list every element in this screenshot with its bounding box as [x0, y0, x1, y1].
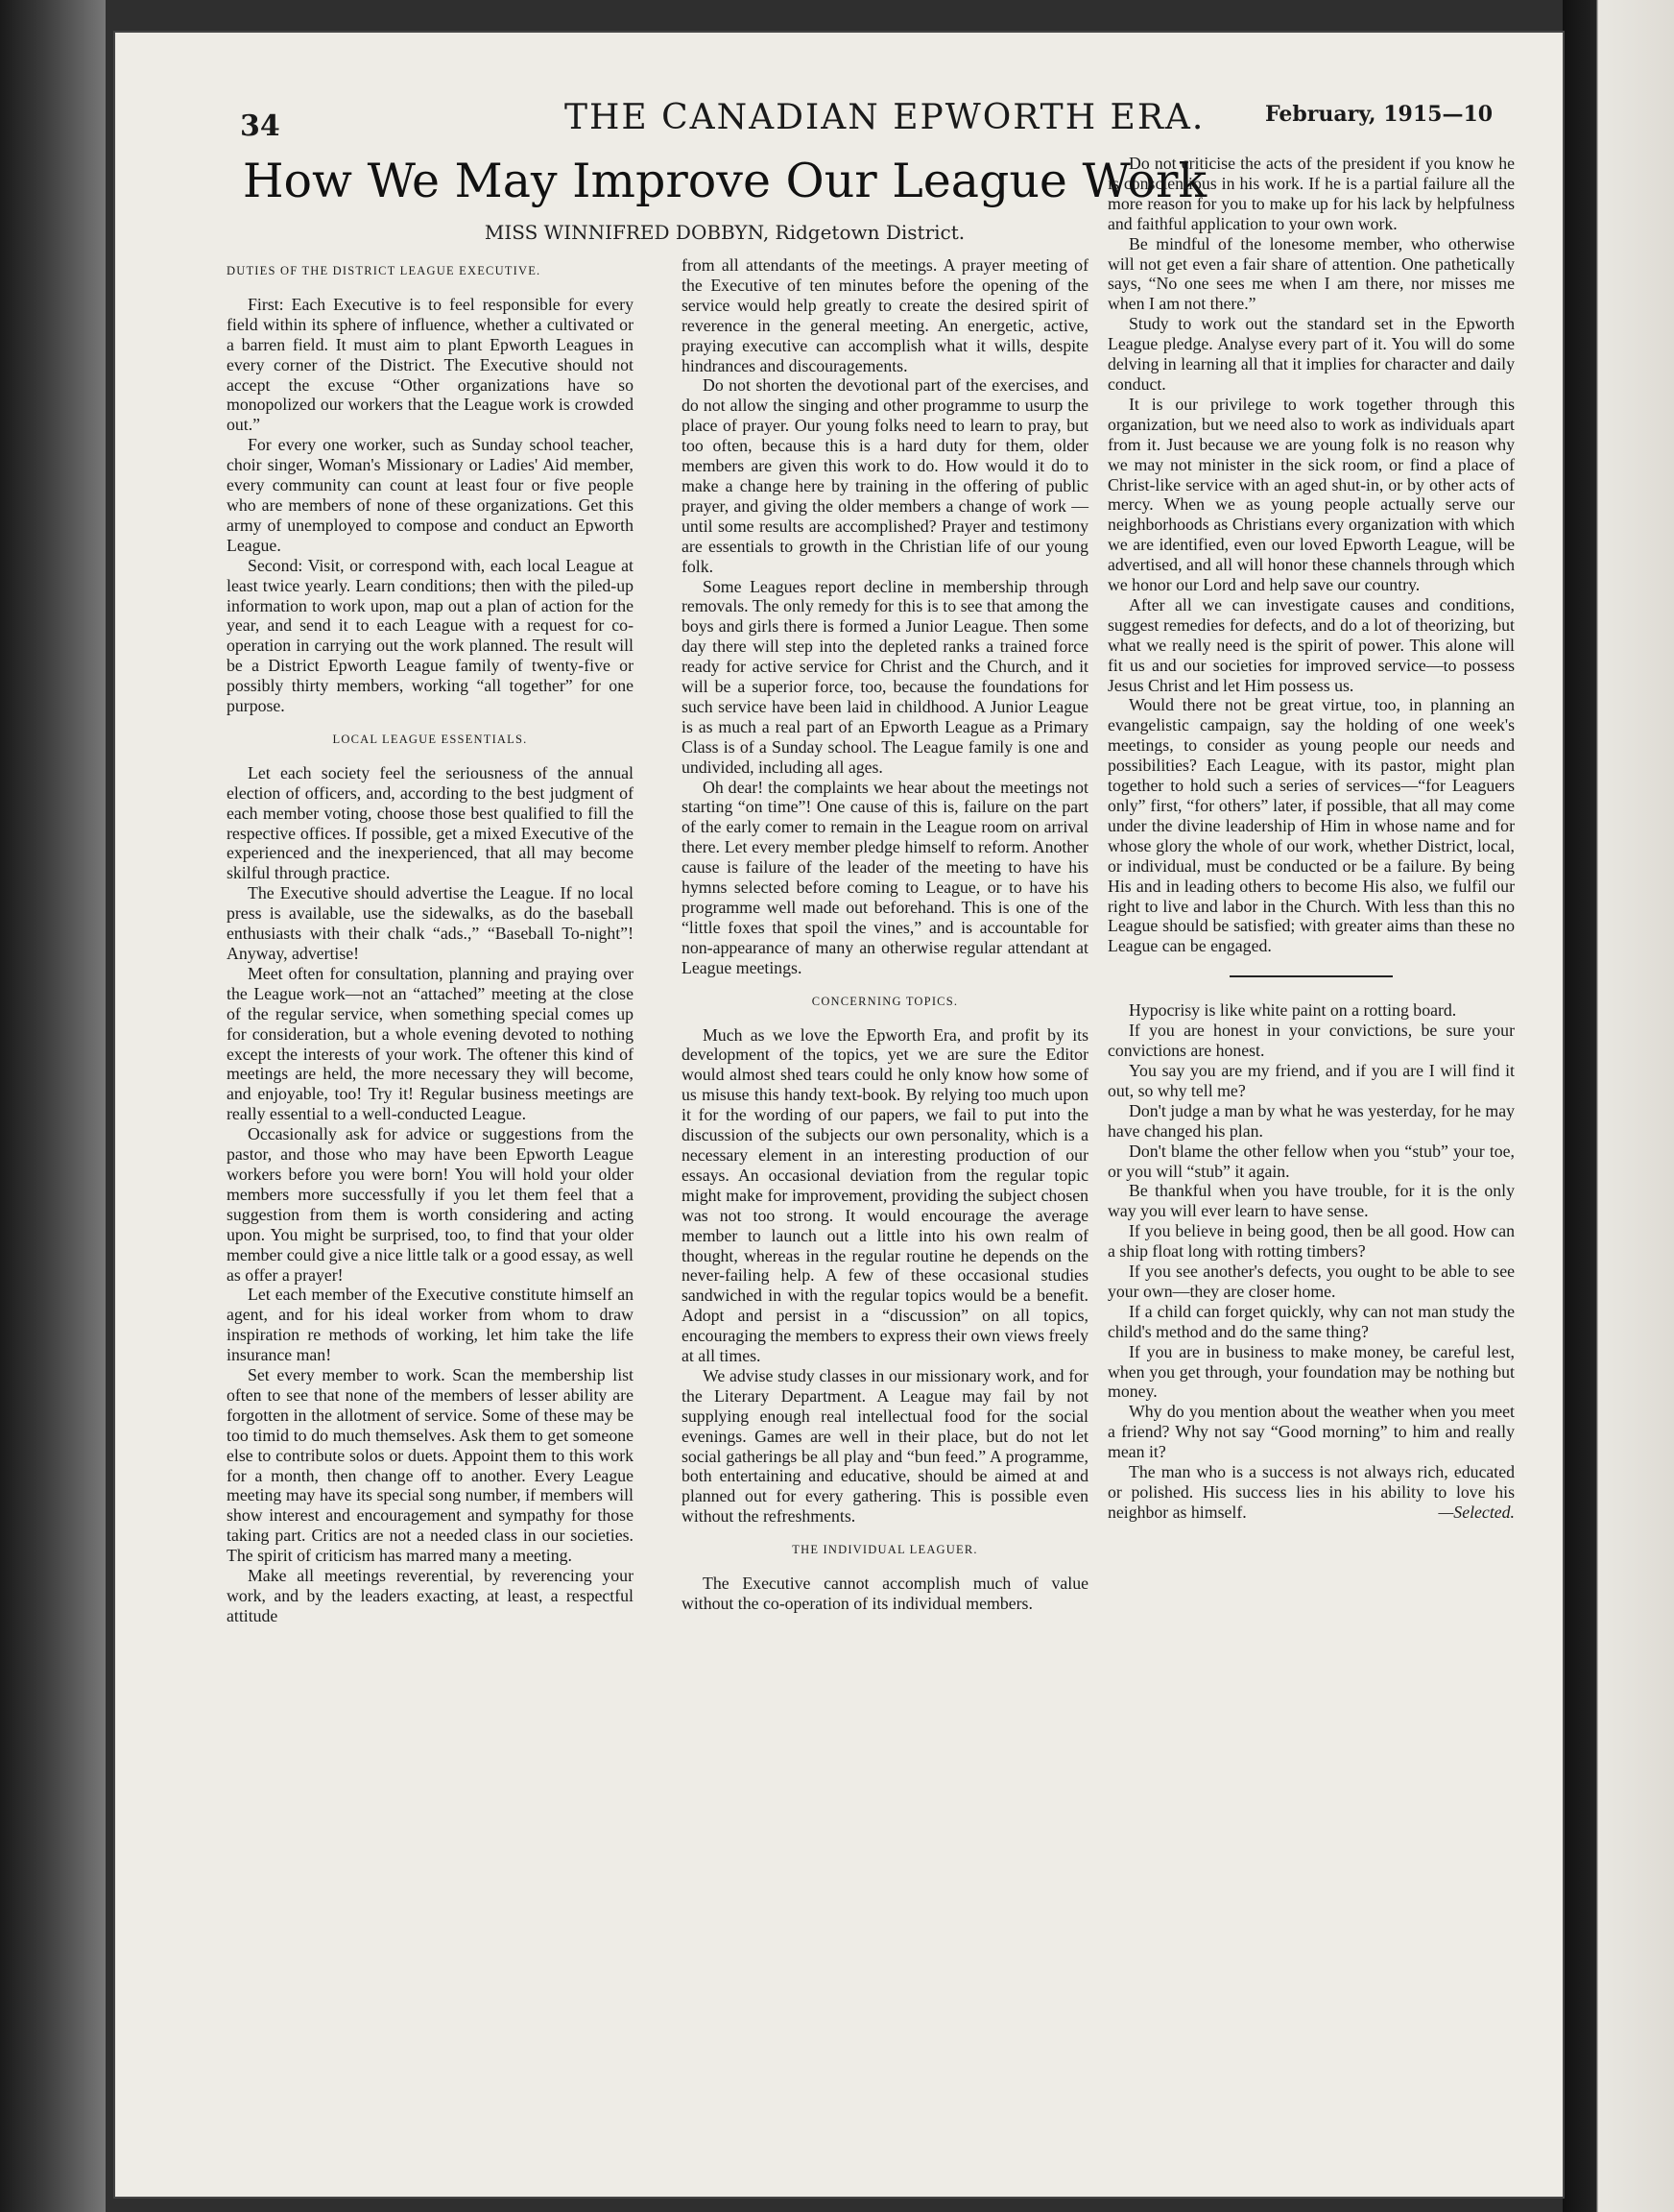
running-header [152, 60, 1526, 143]
text-column-1 [227, 261, 634, 1626]
saying: Don't judge a man by what he was yesterday, for he may have changed his plan. [1108, 1100, 1516, 1141]
paragraph: Do not criticise the acts of the president if you know he is conscientious in his work. If he is a partial failure all the more reason for you to make up for his lack by helpfulness and faithful application to your own work. [1108, 154, 1515, 233]
paragraph: We advise study classes in our missionary work, and for the Literary Department. A League may fail by not supplying enough real intellectual food for the social evenings. Games are well in their place, but do not let social gatherings be all play and “bun feed.” A programme, both entertaining and educative, should be aimed at and planned out for every gathering. This is possible even without the refreshments. [682, 1365, 1088, 1527]
paragraph: Oh dear! the complaints we hear about the meetings not starting “on time”! One cause of this is, failure on the part of the early comer to remain in the League room on arrival there. Let every member pledge himself to reform. Another cause is failure of the leader of the meeting to have his hymns selected before coming to League, or to have his programme well made out beforehand. This is one of the “little foxes that spoil the vines,” and is accountable for non-appearance of many an otherwise regular attendant at League meetings. [682, 777, 1088, 977]
saying: Hypocrisy is like white paint on a rotting board. [1129, 1000, 1457, 1021]
saying: Why do you mention about the weather when you meet a friend? Why not say “Good morning” to him and really mean it? [1108, 1402, 1515, 1462]
paragraph: Some Leagues report decline in membership through removals. The only remedy for this is to see that among the boys and girls there is formed a Junior League. Then some day there will step into the depleted ranks a trained force ready for active service for Christ and the Church, and it will be a superior force, too, because the foundations for such service have been laid in childhood. A Junior League is as much a real part of an Epworth League as a Primary Class is of a Sunday school. The League family is one and undivided, including all ages. [682, 576, 1088, 777]
paragraph: Be mindful of the lonesome member, who otherwise will not get even a fair share of attention. One pathetically says, “No one sees me when I am there, nor misses me when I am not there.” [1108, 233, 1515, 314]
scan-book-edge-right [1563, 0, 1674, 2212]
paragraph: Let each member of the Executive constitute himself an agent, and for his ideal worker from whom to draw inspiration re methods of working, let him take the life insurance man! [227, 1285, 634, 1365]
paragraph: from all attendants of the meetings. A prayer meeting of the Executive of ten minutes before the opening of the service would help greatly to create the desired spirit of reverence in the general meeting. An energetic, active, praying executive can accomplish what it wills, despite hindrances and discouragements. [682, 255, 1088, 375]
saying: If you are honest in your convictions, be sure your convictions are honest. [1108, 1021, 1515, 1061]
saying: If you are in business to make money, be careful lest, when you get through, your foundation may be nothing but money. [1108, 1341, 1515, 1402]
paragraph: Let each society feel the seriousness of the annual election of officers, and, according to the best judgment of each member voting, choose those best qualified to fill the respective offices. If possible, get a mixed Executive of the experienced and the inexperienced, that all may become skilful through practice. [227, 762, 634, 883]
article-byline: MISS WINNIFRED DOBBYN, Ridgetown District. [484, 221, 966, 244]
saying: If a child can forget quickly, why can not man study the child's method and do the same thing? [1108, 1301, 1515, 1341]
paragraph: After all we can investigate causes and conditions, suggest remedies for defects, and do a lot of theorizing, but what we really need is the spirit of power. This alone will fit us and our societies for improved service—to possess Jesus Christ and let Him possess us. [1108, 594, 1515, 695]
saying [1108, 1462, 1515, 1523]
paragraph: Meet often for consultation, planning and praying over the League work—not an “attached” meeting at the close of the regular service, when something special comes up for consideration, but a whole evening devoted to nothing except the interests of your work. The oftener this kind of meetings are held, the more necessary they will become, and enjoyable, too! Try it! Regular business meetings are really essential to a well-conducted League. [227, 963, 634, 1124]
saying: If you believe in being good, then be all good. How can a ship float long with rotting timbers? [1108, 1221, 1515, 1262]
page-content [152, 60, 1526, 2172]
saying: You say you are my friend, and if you are I will find it out, so why tell me? [1108, 1060, 1515, 1100]
text-column-3 [1108, 154, 1515, 1523]
paragraph: Do not shorten the devotional part of the exercises, and do not allow the singing and other programme to usurp the place of prayer. Our young folks need to learn to pray, but too often, because this is a hard duty for them, older members are given this work to do. How would it do to make a change here by training in the offering of public prayer, and giving the older members a change of work —until some results are accomplished? Prayer and testimony are essentials to growth in the Christian life of our young folk. [682, 375, 1088, 576]
section-heading: THE INDIVIDUAL LEAGUER. [792, 1543, 978, 1557]
signature: —Selected. [1438, 1502, 1515, 1522]
paragraph: For every one worker, such as Sunday school teacher, choir singer, Woman's Missionary or Ladies' Aid member, every community can count at least four or five people who are members of none of these organizations. Get this army of unemployed to compose and conduct an Epworth League. [227, 435, 634, 555]
journal-title: THE CANADIAN EPWORTH ERA. [564, 98, 1206, 137]
paragraph: The Executive should advertise the League. If no local press is available, use the sidewalks, as do the baseball enthusiasts with their chalk “ads.,” “Baseball To-night”! Anyway, advertise! [227, 883, 634, 963]
paragraph: Much as we love the Epworth Era, and profit by its development of the topics, yet we are sure the Editor would almost shed tears could he only know how some of us misuse this handy text-book. By relying too much upon it for the wording of our papers, we fail to put into the discussion of the subjects our own personality, which is a necessary element in an interesting production of our essays. An occasional deviation from the regular topic might make for improvement, providing the subject chosen was not too strong. It would encourage the average member to launch out a little into his own realm of thought, whereas in the regular routine he depends on the never-failing help. A few of these occasional studies sandwiched in with the regular topics would be a benefit. Adopt and persist in a “discussion” on all topics, encouraging the members to express their own views freely at all times. [682, 1024, 1088, 1366]
paragraph: Make all meetings reverential, by reverencing your work, and by the leaders exacting, at least, a respectful attitude [227, 1566, 634, 1625]
saying: If you see another's defects, you ought to be able to see your own—they are closer home. [1108, 1262, 1515, 1301]
magazine-page [113, 31, 1565, 2199]
paragraph: It is our privilege to work together through this organization, but we need also to work as individuals apart from it. Just because we are young folk is no reason why we may not minister in the sick room, or find a place of Christ-like service with an aged shut-in, or by other acts of mercy. When we as young people actually serve our neighborhoods as Christians every organization with which we are identified, even our loved Epworth League, will be advertised, and all will honor these channels through which we honor our Lord and help save our country. [1108, 394, 1515, 595]
scan-book-edge-left [0, 0, 106, 2212]
page-number: 34 [240, 109, 280, 143]
paragraph: First: Each Executive is to feel responsible for every field within its sphere of influence, whether a cultivated or a barren field. It must aim to plant Epworth Leagues in every corner of the District. The Executive should not accept the excuse “Other organizations have so monopolized our workers that the League work is crowded out.” [227, 294, 634, 435]
section-heading: LOCAL LEAGUE ESSENTIALS. [332, 732, 528, 746]
saying: Don't blame the other fellow when you “stub” your toe, or you will “stub” it again. [1108, 1141, 1515, 1181]
issue-date: February, 1915—10 [1265, 102, 1494, 127]
saying-text: The man who is a success is not always rich, educated or polished. His success lies in his ability to love his neighbor as himself. [1108, 1462, 1515, 1522]
section-heading: CONCERNING TOPICS. [811, 994, 959, 1008]
paragraph: Study to work out the standard set in the Epworth League pledge. Analyse every part of it. You will do some delving in learning all that it implies for character and daily conduct. [1108, 314, 1515, 394]
section-heading: DUTIES OF THE DISTRICT LEAGUE EXECUTIVE. [227, 264, 541, 277]
paragraph: Second: Visit, or correspond with, each local League at least twice yearly. Learn conditions; then with the piled-up information to work upon, map out a plan of action for the year, and send it to each League with a request for co-operation in carrying out the work planned. The result will be a District Epworth League family of twenty-five or possibly thirty members, working “all together” for one purpose. [227, 555, 634, 716]
paragraph: The Executive cannot accomplish much of value without the co-operation of its individual members. [682, 1574, 1088, 1613]
text-column-2 [682, 255, 1088, 1614]
paragraph: Would there not be great virtue, too, in planning an evangelistic campaign, say the holding of one week's meetings, to consider as young people our needs and possibilities? Each League, with its pastor, might plan together to hold such a series of services—“for Leaguers only” first, “for others” later, if possible, that all may come under the divine leadership of Him in whose name and for whose glory the whole of our work, whether District, local, or individual, must be conducted or be a failure. By being His and in leading others to become His also, we fulfil our right to live and labor in the Church. With less than this no League should be satisfied; with greater aims than these no League can be engaged. [1108, 695, 1515, 956]
article-title: How We May Improve Our League Work [242, 154, 1208, 208]
paragraph: Set every member to work. Scan the membership list often to see that none of the members of lesser ability are forgotten in the allotment of service. Some of these may be too timid to do much themselves. Ask them to get someone else to contribute solos or duets. Appoint them to this work for a month, then change off to another. Every League meeting may have its special song number, if members will show interest and encouragement and sympathy for those taking part. Critics are not a needed class in our societies. The spirit of criticism has marred many a meeting. [227, 1365, 634, 1566]
paragraph: Occasionally ask for advice or suggestions from the pastor, and those who may have been Epworth League workers before you were born! You will hold your older members more successfully if you let them feel that a suggestion from them is worth considering and acting upon. You might be surprised, too, to find that your older member could give a nice little talk or a good essay, as well as offer a prayer! [227, 1124, 634, 1285]
section-divider [1230, 975, 1393, 977]
saying: Be thankful when you have trouble, for it is the only way you will ever learn to have sense. [1108, 1181, 1515, 1221]
